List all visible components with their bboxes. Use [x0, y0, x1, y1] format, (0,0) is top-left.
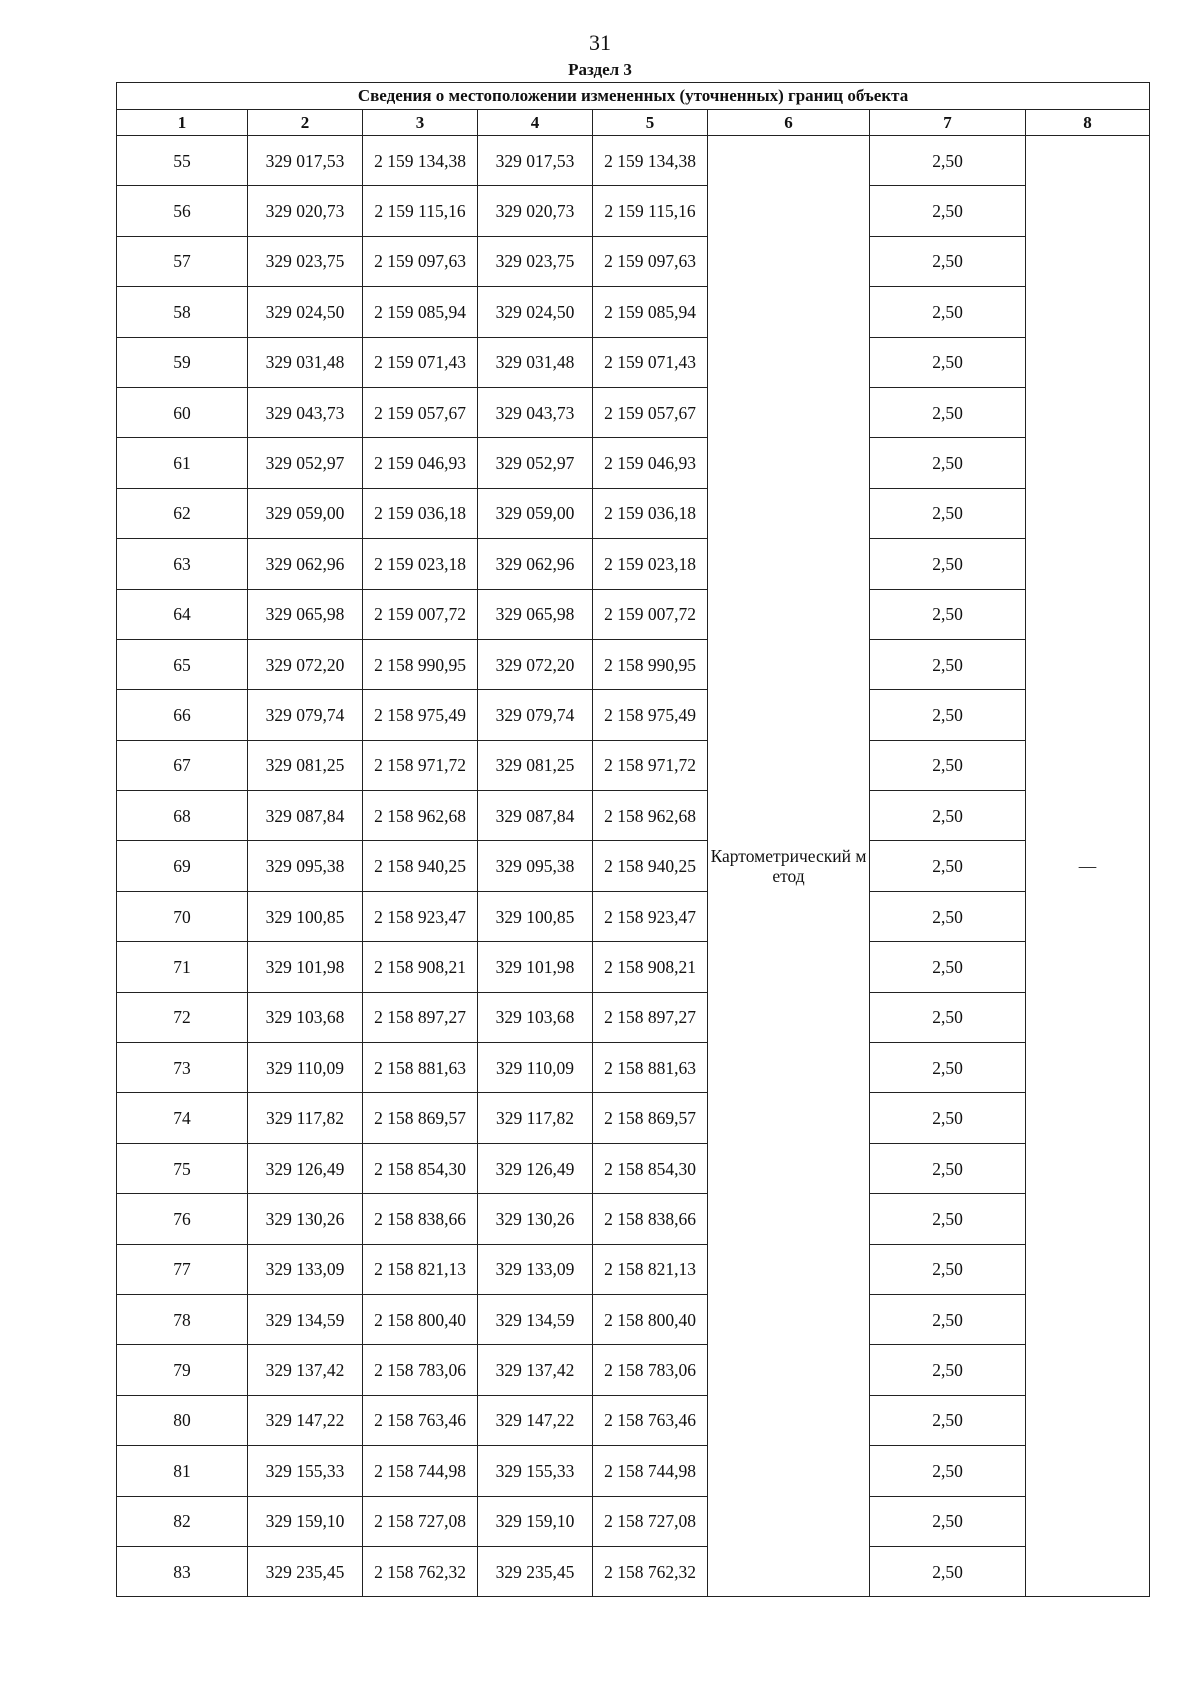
point-number-cell: 60 [117, 387, 248, 437]
point-number-cell: 83 [117, 1546, 248, 1596]
x-new-cell: 329 043,73 [478, 387, 593, 437]
y-old-cell: 2 158 908,21 [363, 942, 478, 992]
point-number-cell: 57 [117, 236, 248, 286]
x-new-cell: 329 023,75 [478, 236, 593, 286]
y-new-cell: 2 158 821,13 [593, 1244, 708, 1294]
column-number-header: 7 [870, 110, 1026, 136]
column-number-header: 8 [1026, 110, 1150, 136]
table-row [117, 438, 1150, 488]
y-new-cell: 2 159 097,63 [593, 236, 708, 286]
point-number-cell: 82 [117, 1496, 248, 1546]
x-new-cell: 329 081,25 [478, 740, 593, 790]
accuracy-cell: 2,50 [870, 539, 1026, 589]
table-row [117, 136, 1150, 186]
accuracy-cell: 2,50 [870, 942, 1026, 992]
point-number-cell: 61 [117, 438, 248, 488]
point-number-cell: 55 [117, 136, 248, 186]
x-old-cell: 329 147,22 [248, 1395, 363, 1445]
point-number-cell: 77 [117, 1244, 248, 1294]
y-old-cell: 2 158 881,63 [363, 1043, 478, 1093]
column-number-header: 5 [593, 110, 708, 136]
x-old-cell: 329 095,38 [248, 841, 363, 891]
accuracy-cell: 2,50 [870, 1294, 1026, 1344]
accuracy-cell: 2,50 [870, 690, 1026, 740]
accuracy-cell: 2,50 [870, 1446, 1026, 1496]
y-new-cell: 2 158 990,95 [593, 639, 708, 689]
accuracy-cell: 2,50 [870, 841, 1026, 891]
point-number-cell: 74 [117, 1093, 248, 1143]
x-new-cell: 329 065,98 [478, 589, 593, 639]
y-new-cell: 2 159 115,16 [593, 186, 708, 236]
y-new-cell: 2 159 036,18 [593, 488, 708, 538]
table-row [117, 589, 1150, 639]
y-new-cell: 2 158 763,46 [593, 1395, 708, 1445]
x-old-cell: 329 126,49 [248, 1143, 363, 1193]
y-old-cell: 2 159 007,72 [363, 589, 478, 639]
y-new-cell: 2 158 908,21 [593, 942, 708, 992]
x-old-cell: 329 155,33 [248, 1446, 363, 1496]
point-number-cell: 65 [117, 639, 248, 689]
table-row [117, 841, 1150, 891]
x-new-cell: 329 110,09 [478, 1043, 593, 1093]
point-number-cell: 73 [117, 1043, 248, 1093]
y-new-cell: 2 158 744,98 [593, 1446, 708, 1496]
y-old-cell: 2 158 800,40 [363, 1294, 478, 1344]
x-new-cell: 329 100,85 [478, 891, 593, 941]
accuracy-cell: 2,50 [870, 1395, 1026, 1445]
y-old-cell: 2 158 727,08 [363, 1496, 478, 1546]
table-row [117, 1143, 1150, 1193]
x-new-cell: 329 031,48 [478, 337, 593, 387]
x-new-cell: 329 095,38 [478, 841, 593, 891]
page-number: 31 [589, 30, 611, 55]
x-old-cell: 329 087,84 [248, 791, 363, 841]
x-old-cell: 329 235,45 [248, 1546, 363, 1596]
accuracy-cell: 2,50 [870, 337, 1026, 387]
point-number-cell: 58 [117, 287, 248, 337]
point-number-cell: 79 [117, 1345, 248, 1395]
x-old-cell: 329 103,68 [248, 992, 363, 1042]
x-new-cell: 329 137,42 [478, 1345, 593, 1395]
x-old-cell: 329 043,73 [248, 387, 363, 437]
x-new-cell: 329 117,82 [478, 1093, 593, 1143]
point-number-cell: 76 [117, 1194, 248, 1244]
column-number-header: 4 [478, 110, 593, 136]
point-number-cell: 62 [117, 488, 248, 538]
table-row [117, 1093, 1150, 1143]
accuracy-cell: 2,50 [870, 236, 1026, 286]
y-old-cell: 2 158 897,27 [363, 992, 478, 1042]
x-old-cell: 329 137,42 [248, 1345, 363, 1395]
x-old-cell: 329 059,00 [248, 488, 363, 538]
y-old-cell: 2 158 975,49 [363, 690, 478, 740]
table-row [117, 942, 1150, 992]
table-row [117, 1496, 1150, 1546]
accuracy-cell: 2,50 [870, 438, 1026, 488]
accuracy-cell: 2,50 [870, 488, 1026, 538]
x-old-cell: 329 079,74 [248, 690, 363, 740]
x-old-cell: 329 133,09 [248, 1244, 363, 1294]
table-row [117, 1446, 1150, 1496]
coordinates-table [116, 82, 1150, 1597]
x-new-cell: 329 087,84 [478, 791, 593, 841]
y-old-cell: 2 159 071,43 [363, 337, 478, 387]
y-old-cell: 2 158 869,57 [363, 1093, 478, 1143]
table-row [117, 236, 1150, 286]
column-number-header: 3 [363, 110, 478, 136]
table-row [117, 1244, 1150, 1294]
y-old-cell: 2 159 134,38 [363, 136, 478, 186]
y-old-cell: 2 158 783,06 [363, 1345, 478, 1395]
accuracy-cell: 2,50 [870, 387, 1026, 437]
y-old-cell: 2 158 744,98 [363, 1446, 478, 1496]
y-new-cell: 2 158 923,47 [593, 891, 708, 941]
accuracy-cell: 2,50 [870, 1244, 1026, 1294]
x-new-cell: 329 024,50 [478, 287, 593, 337]
table-row [117, 1546, 1150, 1596]
y-new-cell: 2 158 940,25 [593, 841, 708, 891]
accuracy-cell: 2,50 [870, 791, 1026, 841]
y-new-cell: 2 159 046,93 [593, 438, 708, 488]
y-new-cell: 2 158 962,68 [593, 791, 708, 841]
y-old-cell: 2 158 838,66 [363, 1194, 478, 1244]
point-number-cell: 78 [117, 1294, 248, 1344]
x-new-cell: 329 126,49 [478, 1143, 593, 1193]
point-number-cell: 81 [117, 1446, 248, 1496]
y-old-cell: 2 158 923,47 [363, 891, 478, 941]
y-old-cell: 2 159 115,16 [363, 186, 478, 236]
x-new-cell: 329 020,73 [478, 186, 593, 236]
point-number-cell: 67 [117, 740, 248, 790]
y-new-cell: 2 158 783,06 [593, 1345, 708, 1395]
point-number-cell: 71 [117, 942, 248, 992]
x-new-cell: 329 052,97 [478, 438, 593, 488]
table-row [117, 1345, 1150, 1395]
point-number-cell: 64 [117, 589, 248, 639]
x-new-cell: 329 059,00 [478, 488, 593, 538]
x-old-cell: 329 117,82 [248, 1093, 363, 1143]
table-row [117, 287, 1150, 337]
accuracy-cell: 2,50 [870, 186, 1026, 236]
table-row [117, 1294, 1150, 1344]
x-new-cell: 329 103,68 [478, 992, 593, 1042]
y-old-cell: 2 158 854,30 [363, 1143, 478, 1193]
accuracy-cell: 2,50 [870, 891, 1026, 941]
x-new-cell: 329 130,26 [478, 1194, 593, 1244]
column-number-header: 6 [708, 110, 870, 136]
x-old-cell: 329 130,26 [248, 1194, 363, 1244]
y-old-cell: 2 158 990,95 [363, 639, 478, 689]
x-new-cell: 329 133,09 [478, 1244, 593, 1294]
point-number-cell: 56 [117, 186, 248, 236]
y-old-cell: 2 158 763,46 [363, 1395, 478, 1445]
x-old-cell: 329 065,98 [248, 589, 363, 639]
accuracy-cell: 2,50 [870, 1194, 1026, 1244]
x-old-cell: 329 023,75 [248, 236, 363, 286]
y-old-cell: 2 158 962,68 [363, 791, 478, 841]
y-new-cell: 2 159 057,67 [593, 387, 708, 437]
y-new-cell: 2 158 838,66 [593, 1194, 708, 1244]
column-8-cell: — [1026, 136, 1150, 1597]
y-new-cell: 2 158 727,08 [593, 1496, 708, 1546]
accuracy-cell: 2,50 [870, 639, 1026, 689]
column-number-header: 2 [248, 110, 363, 136]
table-row [117, 1194, 1150, 1244]
table-row [117, 639, 1150, 689]
y-old-cell: 2 159 036,18 [363, 488, 478, 538]
x-new-cell: 329 017,53 [478, 136, 593, 186]
x-old-cell: 329 024,50 [248, 287, 363, 337]
table-row [117, 186, 1150, 236]
accuracy-cell: 2,50 [870, 1496, 1026, 1546]
point-number-cell: 75 [117, 1143, 248, 1193]
accuracy-cell: 2,50 [870, 1093, 1026, 1143]
accuracy-cell: 2,50 [870, 287, 1026, 337]
y-old-cell: 2 159 097,63 [363, 236, 478, 286]
point-number-cell: 59 [117, 337, 248, 387]
x-new-cell: 329 101,98 [478, 942, 593, 992]
x-new-cell: 329 072,20 [478, 639, 593, 689]
table-body [117, 136, 1150, 1597]
accuracy-cell: 2,50 [870, 1345, 1026, 1395]
x-new-cell: 329 147,22 [478, 1395, 593, 1445]
table-row [117, 337, 1150, 387]
accuracy-cell: 2,50 [870, 992, 1026, 1042]
table-row [117, 992, 1150, 1042]
x-new-cell: 329 062,96 [478, 539, 593, 589]
x-old-cell: 329 062,96 [248, 539, 363, 589]
y-new-cell: 2 158 881,63 [593, 1043, 708, 1093]
point-number-cell: 80 [117, 1395, 248, 1445]
y-old-cell: 2 158 940,25 [363, 841, 478, 891]
x-new-cell: 329 079,74 [478, 690, 593, 740]
y-new-cell: 2 158 762,32 [593, 1546, 708, 1596]
y-new-cell: 2 158 800,40 [593, 1294, 708, 1344]
x-old-cell: 329 052,97 [248, 438, 363, 488]
y-old-cell: 2 158 971,72 [363, 740, 478, 790]
y-new-cell: 2 159 085,94 [593, 287, 708, 337]
y-new-cell: 2 159 071,43 [593, 337, 708, 387]
point-number-cell: 66 [117, 690, 248, 740]
table-row [117, 1395, 1150, 1445]
y-new-cell: 2 158 975,49 [593, 690, 708, 740]
y-new-cell: 2 158 897,27 [593, 992, 708, 1042]
x-new-cell: 329 235,45 [478, 1546, 593, 1596]
y-old-cell: 2 159 046,93 [363, 438, 478, 488]
x-new-cell: 329 134,59 [478, 1294, 593, 1344]
y-new-cell: 2 158 869,57 [593, 1093, 708, 1143]
y-old-cell: 2 159 023,18 [363, 539, 478, 589]
y-new-cell: 2 158 854,30 [593, 1143, 708, 1193]
y-old-cell: 2 158 762,32 [363, 1546, 478, 1596]
table-row [117, 791, 1150, 841]
column-number-header: 1 [117, 110, 248, 136]
y-new-cell: 2 159 007,72 [593, 589, 708, 639]
table-row [117, 488, 1150, 538]
x-old-cell: 329 100,85 [248, 891, 363, 941]
accuracy-cell: 2,50 [870, 136, 1026, 186]
x-old-cell: 329 159,10 [248, 1496, 363, 1546]
method-cell: Картометрический метод [708, 136, 870, 1597]
section-title: Раздел 3 [568, 60, 632, 79]
x-old-cell: 329 017,53 [248, 136, 363, 186]
x-old-cell: 329 134,59 [248, 1294, 363, 1344]
y-old-cell: 2 159 057,67 [363, 387, 478, 437]
x-old-cell: 329 101,98 [248, 942, 363, 992]
accuracy-cell: 2,50 [870, 589, 1026, 639]
x-new-cell: 329 155,33 [478, 1446, 593, 1496]
y-new-cell: 2 159 023,18 [593, 539, 708, 589]
x-old-cell: 329 031,48 [248, 337, 363, 387]
x-old-cell: 329 110,09 [248, 1043, 363, 1093]
y-new-cell: 2 159 134,38 [593, 136, 708, 186]
table-caption: Сведения о местоположении измененных (уточненных) границ объекта [117, 83, 1150, 110]
x-old-cell: 329 072,20 [248, 639, 363, 689]
point-number-cell: 63 [117, 539, 248, 589]
accuracy-cell: 2,50 [870, 740, 1026, 790]
column-number-row [117, 110, 1150, 136]
point-number-cell: 68 [117, 791, 248, 841]
accuracy-cell: 2,50 [870, 1043, 1026, 1093]
point-number-cell: 70 [117, 891, 248, 941]
y-old-cell: 2 159 085,94 [363, 287, 478, 337]
table-row [117, 387, 1150, 437]
y-old-cell: 2 158 821,13 [363, 1244, 478, 1294]
table-row [117, 539, 1150, 589]
table-row [117, 690, 1150, 740]
x-old-cell: 329 020,73 [248, 186, 363, 236]
table-row [117, 1043, 1150, 1093]
y-new-cell: 2 158 971,72 [593, 740, 708, 790]
accuracy-cell: 2,50 [870, 1546, 1026, 1596]
table-row [117, 740, 1150, 790]
x-old-cell: 329 081,25 [248, 740, 363, 790]
accuracy-cell: 2,50 [870, 1143, 1026, 1193]
point-number-cell: 69 [117, 841, 248, 891]
x-new-cell: 329 159,10 [478, 1496, 593, 1546]
point-number-cell: 72 [117, 992, 248, 1042]
table-row [117, 891, 1150, 941]
